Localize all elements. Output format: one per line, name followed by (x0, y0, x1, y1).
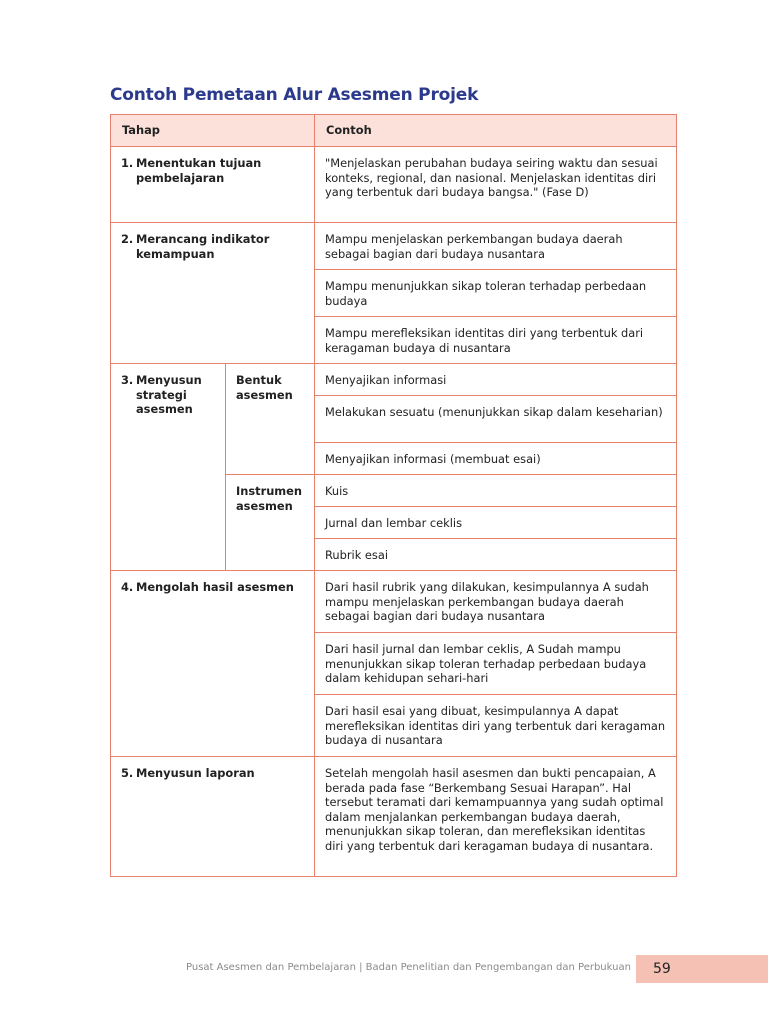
step-1-number: 1. (121, 156, 134, 170)
step-1-example: "Menjelaskan perubahan budaya seiring waktu dan sesuai konteks, regional, dan nasional. Menjelaskan identitas diri yang terbentuk dari budaya bangsa." (Fase D) (315, 147, 677, 223)
table-row (111, 571, 677, 633)
instrumen-asesmen-label: Instrumen asesmen (226, 475, 315, 571)
assessment-flow-table (110, 114, 677, 877)
header-tahap: Tahap (111, 115, 315, 147)
bentuk-example-3: Menyajikan informasi (membuat esai) (315, 443, 677, 475)
step-4-number: 4. (121, 580, 134, 594)
footer-text: Pusat Asesmen dan Pembelajaran | Badan Penelitian dan Pengembangan dan Perbukuan (186, 962, 631, 973)
page-title: Contoh Pemetaan Alur Asesmen Projek (110, 85, 479, 105)
step-4-cell (111, 571, 315, 757)
instrumen-example-2: Jurnal dan lembar ceklis (315, 507, 677, 539)
step-2-label: Merancang indikator kemampuan (136, 232, 270, 261)
step-3-label: Menyusun strategi asesmen (136, 373, 202, 416)
bentuk-asesmen-label: Bentuk asesmen (226, 364, 315, 475)
step-2-example-1: Mampu menjelaskan perkembangan budaya daerah sebagai bagian dari budaya nusantara (315, 223, 677, 270)
step-2-example-3: Mampu merefleksikan identitas diri yang terbentuk dari keragaman budaya di nusantara (315, 317, 677, 364)
page-number-box (636, 955, 768, 983)
table-row (111, 223, 677, 270)
step-1-label: Menentukan tujuan pembelajaran (136, 156, 262, 185)
step-4-example-2: Dari hasil jurnal dan lembar ceklis, A Sudah mampu menunjukkan sikap toleran terhadap perbedaan budaya dalam kehidupan sehari-hari (315, 633, 677, 695)
table-row (111, 757, 677, 877)
step-5-label: Menyusun laporan (136, 766, 255, 780)
step-1-cell (111, 147, 315, 223)
step-2-cell (111, 223, 315, 364)
instrumen-example-1: Kuis (315, 475, 677, 507)
step-5-number: 5. (121, 766, 134, 780)
step-2-number: 2. (121, 232, 134, 246)
step-4-label: Mengolah hasil asesmen (136, 580, 294, 594)
step-3-cell (111, 364, 226, 571)
bentuk-example-1: Menyajikan informasi (315, 364, 677, 396)
step-5-example: Setelah mengolah hasil asesmen dan bukti pencapaian, A berada pada fase “Berkembang Sesuai Harapan”. Hal tersebut teramati dari kemampuannya yang sudah optimal dalam menjalankan perkembangan budaya daerah, menunjukkan sikap toleran, dan merefleksikan identitas diri yang terbentuk dari keragaman budaya di nusantara. (315, 757, 677, 877)
table-header-row (111, 115, 677, 147)
header-contoh: Contoh (315, 115, 677, 147)
step-4-example-1: Dari hasil rubrik yang dilakukan, kesimpulannya A sudah mampu menjelaskan perkembangan budaya daerah sebagai bagian dari budaya nusantara (315, 571, 677, 633)
bentuk-example-2: Melakukan sesuatu (menunjukkan sikap dalam keseharian) (315, 396, 677, 443)
table-row (111, 364, 677, 396)
step-4-example-3: Dari hasil esai yang dibuat, kesimpulannya A dapat merefleksikan identitas diri yang terbentuk dari keragaman budaya di nusantara (315, 695, 677, 757)
page-number: 59 (653, 961, 671, 977)
step-3-number: 3. (121, 373, 134, 387)
table-row (111, 147, 677, 223)
step-5-cell (111, 757, 315, 877)
instrumen-example-3: Rubrik esai (315, 539, 677, 571)
step-2-example-2: Mampu menunjukkan sikap toleran terhadap perbedaan budaya (315, 270, 677, 317)
